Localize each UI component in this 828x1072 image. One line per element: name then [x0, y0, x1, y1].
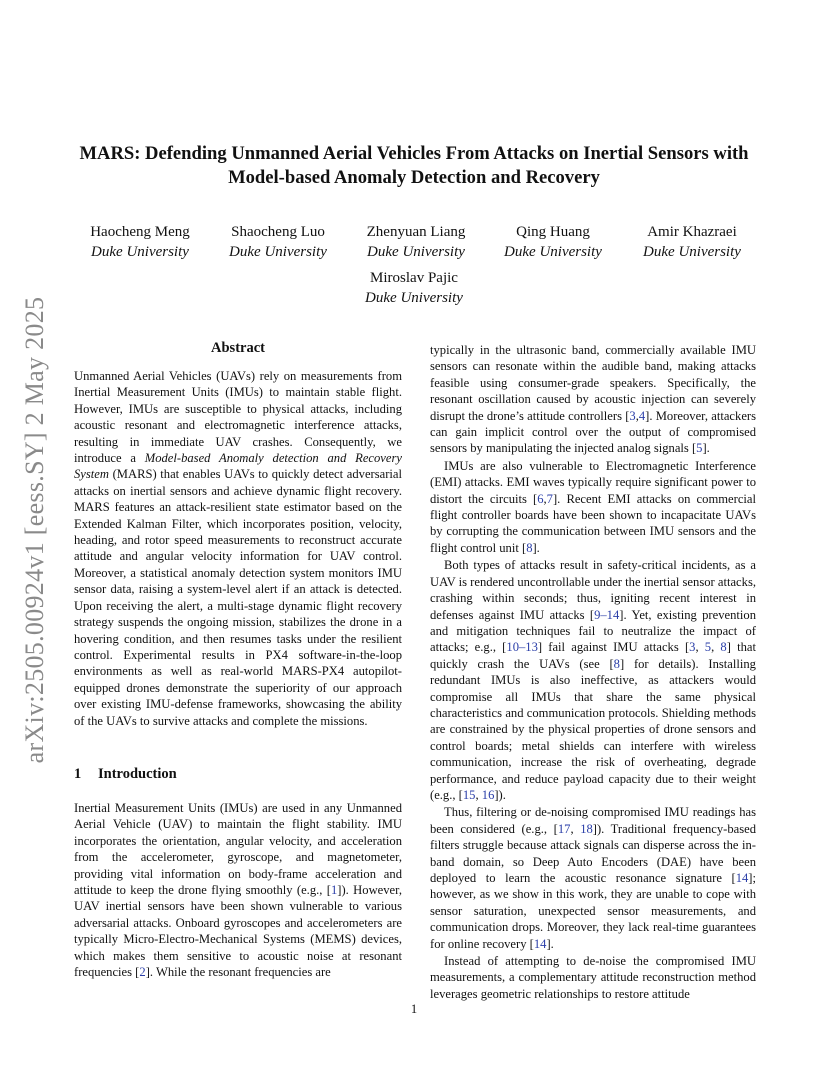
citation-link[interactable]: 5 [704, 640, 712, 655]
author-affiliation: Duke University [91, 244, 189, 260]
paragraph: IMUs are also vulnerable to Electromagnetic Interference (EMI) attacks. EMI waves typically require significant power to distort the circuits [6,7]. Recent EMI attacks on commercial flight controller boards have been shown to incapacitate UAVs by corrupting the communication between IMU sensors and the flight control unit [8]. [430, 458, 756, 555]
citation-link[interactable]: 7 [546, 491, 553, 506]
citation-link[interactable]: 17 [557, 821, 571, 836]
citation-link[interactable]: 2 [139, 965, 146, 980]
author-block [473, 222, 633, 262]
author-block [612, 222, 772, 262]
section-heading-introduction [74, 766, 177, 783]
citation-link[interactable]: 6 [537, 491, 544, 506]
introduction-paragraph: Inertial Measurement Units (IMUs) are used in any Unmanned Aerial Vehicle (UAV) to maintain the flight stability. IMU incorporates the orientation, angular velocity, and acceleration from the accelerometer, gyroscope, and magnetometer, providing vital information on body-frame acceleration and attitude to keep the drone flying smoothly (e.g., [1]). However, UAV inertial sensors have been shown vulnerable to various adversarial attacks. Onboard gyroscopes and accelerometers are typically Micro-Electro-Mechanical Systems (MEMS) devices, which makes them sensitive to acoustic noise at resonant frequencies [2]. While the resonant frequencies are [74, 801, 402, 980]
citation-link[interactable]: 3 [689, 640, 696, 655]
abstract-body: Unmanned Aerial Vehicles (UAVs) rely on measurements from Inertial Measurement Units (IMUs) to maintain stable flight. However, IMUs are susceptible to physical attacks, including acoustic resonant and electromagnetic interference attacks, resulting in immediate UAV crashes. Consequently, we introduce a Model-based Anomaly detection and Recovery System (MARS) that enables UAVs to quickly detect adversarial attacks on inertial sensors and achieve dynamic flight recovery. MARS features an attack-resilient state estimator based on the Extended Kalman Filter, which incorporates position, velocity, heading, and rotor speed measurements to reconstruct accurate attitude and angular velocity information for UAV control. Moreover, a statistical anomaly detection system monitors IMU sensor data, raising a system-level alert if an attack is detected. Upon receiving the alert, a multi-stage dynamic flight recovery strategy suspends the ongoing mission, stabilizes the drone in a hovering condition, and then resumes tasks under the resilient control. Experimental results in PX4 software-in-the-loop environments as well as real-world MARS-PX4 autopilot-equipped drones demonstrate the superiority of our approach over existing IMU-defense frameworks, showcasing the ability of the UAVs to survive attacks and complete the missions. [74, 369, 402, 728]
citation-link[interactable]: 18 [580, 821, 593, 836]
paragraph: Instead of attempting to de-noise the compromised IMU measurements, a complementary attitude reconstruction method leverages geometric relationships to restore attitude [430, 954, 756, 1001]
author-name: Amir Khazraei [647, 224, 737, 240]
author-affiliation: Duke University [365, 290, 463, 306]
author-name: Miroslav Pajic [370, 270, 458, 286]
citation-link[interactable]: 3 [629, 408, 636, 423]
author-block [336, 222, 496, 262]
citation-link[interactable]: 1 [330, 883, 338, 898]
author-name: Qing Huang [516, 224, 590, 240]
citation-link[interactable]: 5 [696, 441, 703, 456]
paragraph: Both types of attacks result in safety-critical incidents, as a UAV is rendered uncontrollable under the inertial sensor attacks, crashing within seconds; thus, igniting recent interest in defenses against IMU attacks [9–14]. Yet, existing prevention and mitigation techniques fail to neutralize the impact of attacks; e.g., [10–13] fail against IMU attacks [3, 5, 8] that quickly crash the UAVs (see [8] for details). Installing redundant IMUs is also ineffective, as attackers would compromise all IMUs that share the same physical characteristics and communication protocols. Shielding methods are constrained by the physical properties of drone sensors and control boards; metal shields can interfere with wireless communication, increase the risk of overheating, degrade performance, and reduce payload capacity due to their weight (e.g., [15, 16]). [430, 558, 756, 802]
arxiv-identifier: arXiv:2505.00924v1 [eess.SY] 2 May 2025 [20, 296, 49, 764]
author-name: Shaocheng Luo [231, 224, 325, 240]
system-name-emphasis: Model-based Anomaly detection and Recovery System [74, 451, 402, 482]
paper-title: MARS: Defending Unmanned Aerial Vehicles From Attacks on Inertial Sensors with Model-based Anomaly Detection and Recovery [79, 143, 749, 188]
citation-link[interactable]: 8 [720, 640, 727, 655]
citation-link[interactable]: 14 [735, 871, 749, 885]
author-affiliation: Duke University [229, 244, 327, 260]
page-number: 1 [410, 1002, 418, 1016]
author-affiliation: Duke University [504, 244, 602, 260]
citation-link[interactable]: 10–13 [506, 640, 538, 655]
author-block [334, 268, 494, 308]
citation-link[interactable]: 16 [481, 787, 495, 802]
citation-link[interactable]: 8 [526, 540, 533, 555]
author-name: Zhenyuan Liang [366, 224, 466, 240]
author-block [198, 222, 358, 262]
section-title: Introduction [98, 766, 177, 782]
section-number: 1 [74, 766, 82, 782]
citation-link[interactable]: 8 [613, 656, 620, 671]
right-column-body [430, 342, 756, 1002]
author-affiliation: Duke University [643, 244, 741, 260]
citation-link[interactable]: 4 [638, 408, 646, 423]
author-block [60, 222, 220, 262]
abstract-heading: Abstract [211, 340, 265, 356]
citation-link[interactable]: 9–14 [594, 607, 620, 622]
author-affiliation: Duke University [367, 244, 465, 260]
citation-link[interactable]: 14 [533, 936, 547, 951]
citation-link[interactable]: 15 [462, 787, 476, 802]
paragraph: typically in the ultrasonic band, commercially available IMU sensors can resonate within the audible band, making attacks feasible using consumer-grade speakers. Specifically, the resonant oscillation caused by acoustic injection can severely disrupt the drone’s attitude controllers [3,4]. Moreover, attackers can gain implicit control over the output of compromised sensors by manipulating the injected analog signals [5]. [430, 343, 756, 456]
author-name: Haocheng Meng [90, 224, 190, 240]
paragraph: Thus, filtering or de-noising compromised IMU readings has been considered (e.g., [17, 18]). Traditional frequency-based filters struggle because attack signals can disperse across the in-band domain, so Deep Auto Encoders (DAE) have been deployed to learn the acoustic resonance signature [14]; however, as we show in this work, they are unable to cope with sensor saturation, unexpected sensor measurements, and communication drops. Moreover, they lack real-time guarantees for online recovery [14]. [430, 805, 757, 951]
